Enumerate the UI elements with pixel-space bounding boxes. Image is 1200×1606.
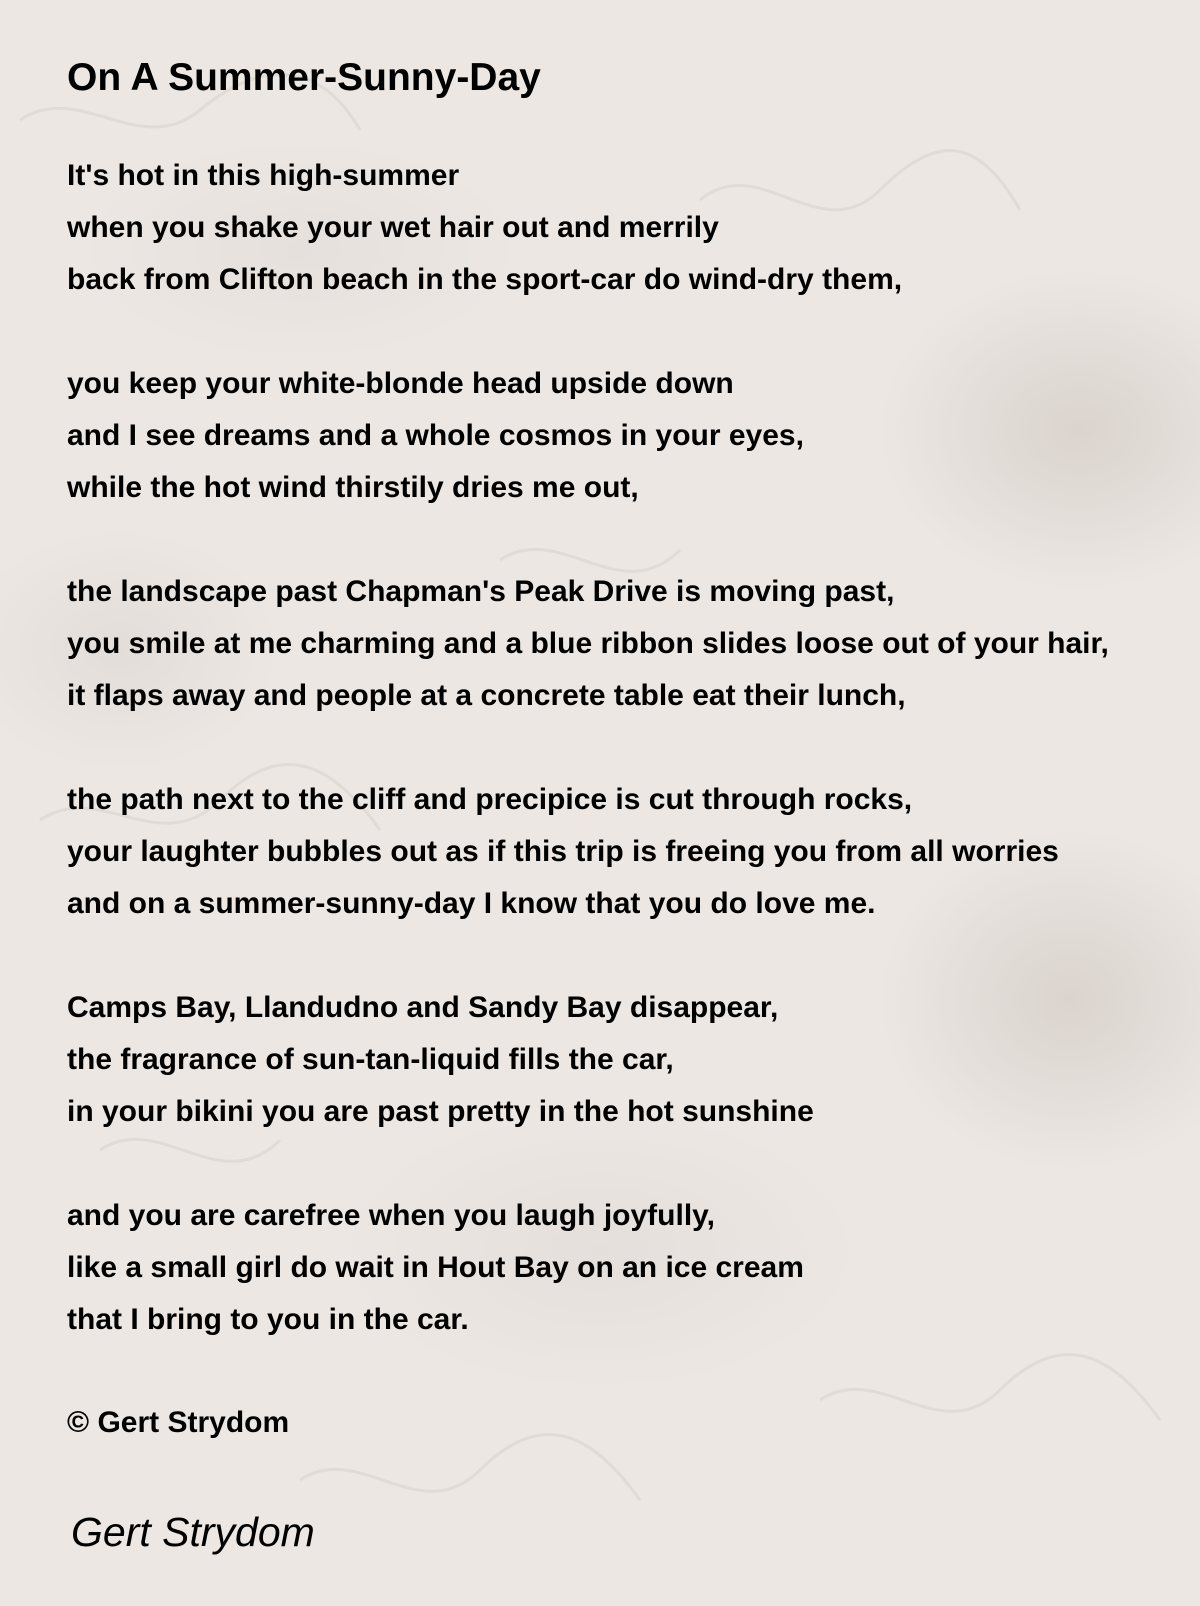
poem-title: On A Summer-Sunny-Day <box>67 56 541 99</box>
stanza <box>67 982 1192 1138</box>
poem-line: and you are carefree when you laugh joyfully, <box>67 1199 715 1232</box>
author-signature: Gert Strydom <box>71 1509 315 1555</box>
poem-line: while the hot wind thirstily dries me out, <box>67 471 639 504</box>
poem-line: and on a summer-sunny-day I know that you do love me. <box>67 887 876 920</box>
poem-line: It's hot in this high-summer <box>67 159 460 192</box>
stanza <box>67 1190 1192 1346</box>
poem-line: you smile at me charming and a blue ribbon slides loose out of your hair, <box>67 627 1109 660</box>
poem-line: it flaps away and people at a concrete table eat their lunch, <box>67 679 906 712</box>
poem-line: your laughter bubbles out as if this trip is freeing you from all worries <box>67 835 1059 868</box>
stanza <box>67 774 1192 930</box>
poem-line: you keep your white-blonde head upside down <box>67 367 734 400</box>
poem-line: in your bikini you are past pretty in the hot sunshine <box>67 1095 814 1128</box>
poem-line: like a small girl do wait in Hout Bay on an ice cream <box>67 1251 804 1284</box>
poem-body <box>67 150 1192 1398</box>
poem-line: the landscape past Chapman's Peak Drive is moving past, <box>67 575 895 608</box>
stanza <box>67 358 1192 514</box>
poem-line: that I bring to you in the car. <box>67 1303 469 1336</box>
copyright-notice: © Gert Strydom <box>67 1406 290 1439</box>
poem-line: back from Clifton beach in the sport-car do wind-dry them, <box>67 263 903 296</box>
poem-line: when you shake your wet hair out and merrily <box>67 211 719 244</box>
poem-line: Camps Bay, Llandudno and Sandy Bay disappear, <box>67 991 779 1024</box>
poem-line: the path next to the cliff and precipice is cut through rocks, <box>67 783 913 816</box>
stanza <box>67 150 1192 306</box>
stanza <box>67 566 1192 722</box>
poem-line: and I see dreams and a whole cosmos in your eyes, <box>67 419 804 452</box>
poem-line: the fragrance of sun-tan-liquid fills the car, <box>67 1043 674 1076</box>
